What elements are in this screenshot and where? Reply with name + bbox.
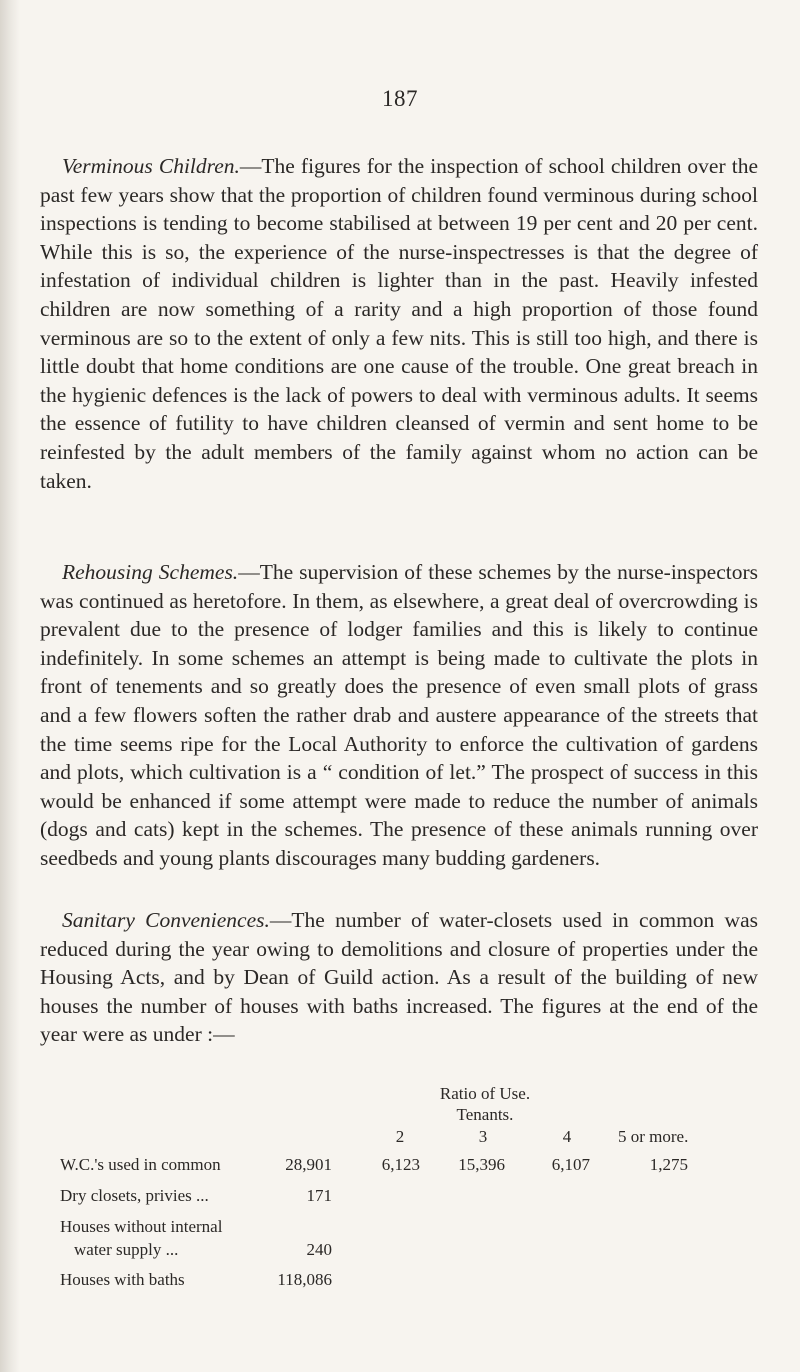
table-col-header: 2 <box>395 1127 405 1146</box>
page-number: 187 <box>382 86 418 111</box>
table-ratio-value: 6,123 <box>381 1155 420 1174</box>
heading-sanitary-conveniences: Sanitary Conveniences. <box>62 908 270 932</box>
table-row-label-continued: water supply ... <box>74 1240 179 1259</box>
table-row-value: 28,901 <box>285 1155 332 1174</box>
paragraph-text: —The supervision of these schemes by the nurse-inspectors was continued as heretofore. In them, as elsewhere, a great deal of overcrowding is prevalent due to the presence of lodger families and this is likely to continue indefinitely. In some schemes an attempt is being made to cultivate the plots in front of tenements and so greatly does the presence of even small plots of grass and a few flowers soften the rather drab and austere appearance of the streets that the time seems ripe for the Local Authority to enforce the cultivation of gardens and plots, which cultivation is a “ condition of let.” The prospect of success in this would be enhanced if some attempt were made to reduce the number of animals (dogs and cats) kept in the schemes. The presence of these animals running over seedbeds and young plants discourages many budding gardeners. <box>40 560 758 870</box>
table-header-tenants: Tenants. <box>456 1105 514 1124</box>
table-col-header: 4 <box>562 1127 572 1146</box>
table-row-label: Houses without internal <box>60 1217 223 1236</box>
table-row-label: Dry closets, privies ... <box>60 1186 209 1205</box>
table-row-value: 240 <box>306 1240 332 1259</box>
paragraph-text: —The figures for the inspection of school children over the past few years show that the proportion of children found verminous during school inspections is tending to become stabilised at between 19 per cent and 20 per cent. While this is so, the experience of the nurse-inspectresses is that the degree of infestation of individual children is lighter than in the past. Heavily infested children are now something of a rarity and a high proportion of those found verminous are so to the extent of only a few nits. This is still too high, and there is little doubt that home conditions are one cause of the trouble. One great breach in the hygienic defences is the lack of powers to deal with verminous adults. It seems the essence of futility to have children cleansed of vermin and sent home to be reinfested by the adult members of the family against whom no action can be taken. <box>40 154 758 493</box>
table-ratio-value: 1,275 <box>649 1155 688 1174</box>
table-ratio-value: 6,107 <box>551 1155 590 1174</box>
table-row-label: Houses with baths <box>60 1270 185 1289</box>
table-row-value: 118,086 <box>277 1270 332 1289</box>
table-col-header: 5 or more. <box>618 1127 689 1146</box>
paragraph-sanitary-conveniences <box>40 906 758 1049</box>
page-binding-shadow <box>0 0 20 1372</box>
table-col-header: 3 <box>478 1127 488 1146</box>
heading-rehousing-schemes: Rehousing Schemes. <box>62 560 239 584</box>
heading-verminous-children: Verminous Children. <box>62 154 240 178</box>
table-row-label: W.C.'s used in common <box>60 1155 221 1174</box>
paragraph-text: —The number of water-closets used in common was reduced during the year owing to demolitions and closure of properties under the Housing Acts, and by Dean of Guild action. As a result of the building of new houses the number of houses with baths increased. The figures at the end of the year were as under :— <box>40 908 758 1047</box>
table-row-value: 171 <box>306 1186 332 1205</box>
paragraph-verminous-children <box>40 152 758 495</box>
table-ratio-value: 15,396 <box>458 1155 505 1174</box>
table-header-ratio: Ratio of Use. <box>439 1084 531 1103</box>
paragraph-rehousing-schemes <box>40 558 758 873</box>
